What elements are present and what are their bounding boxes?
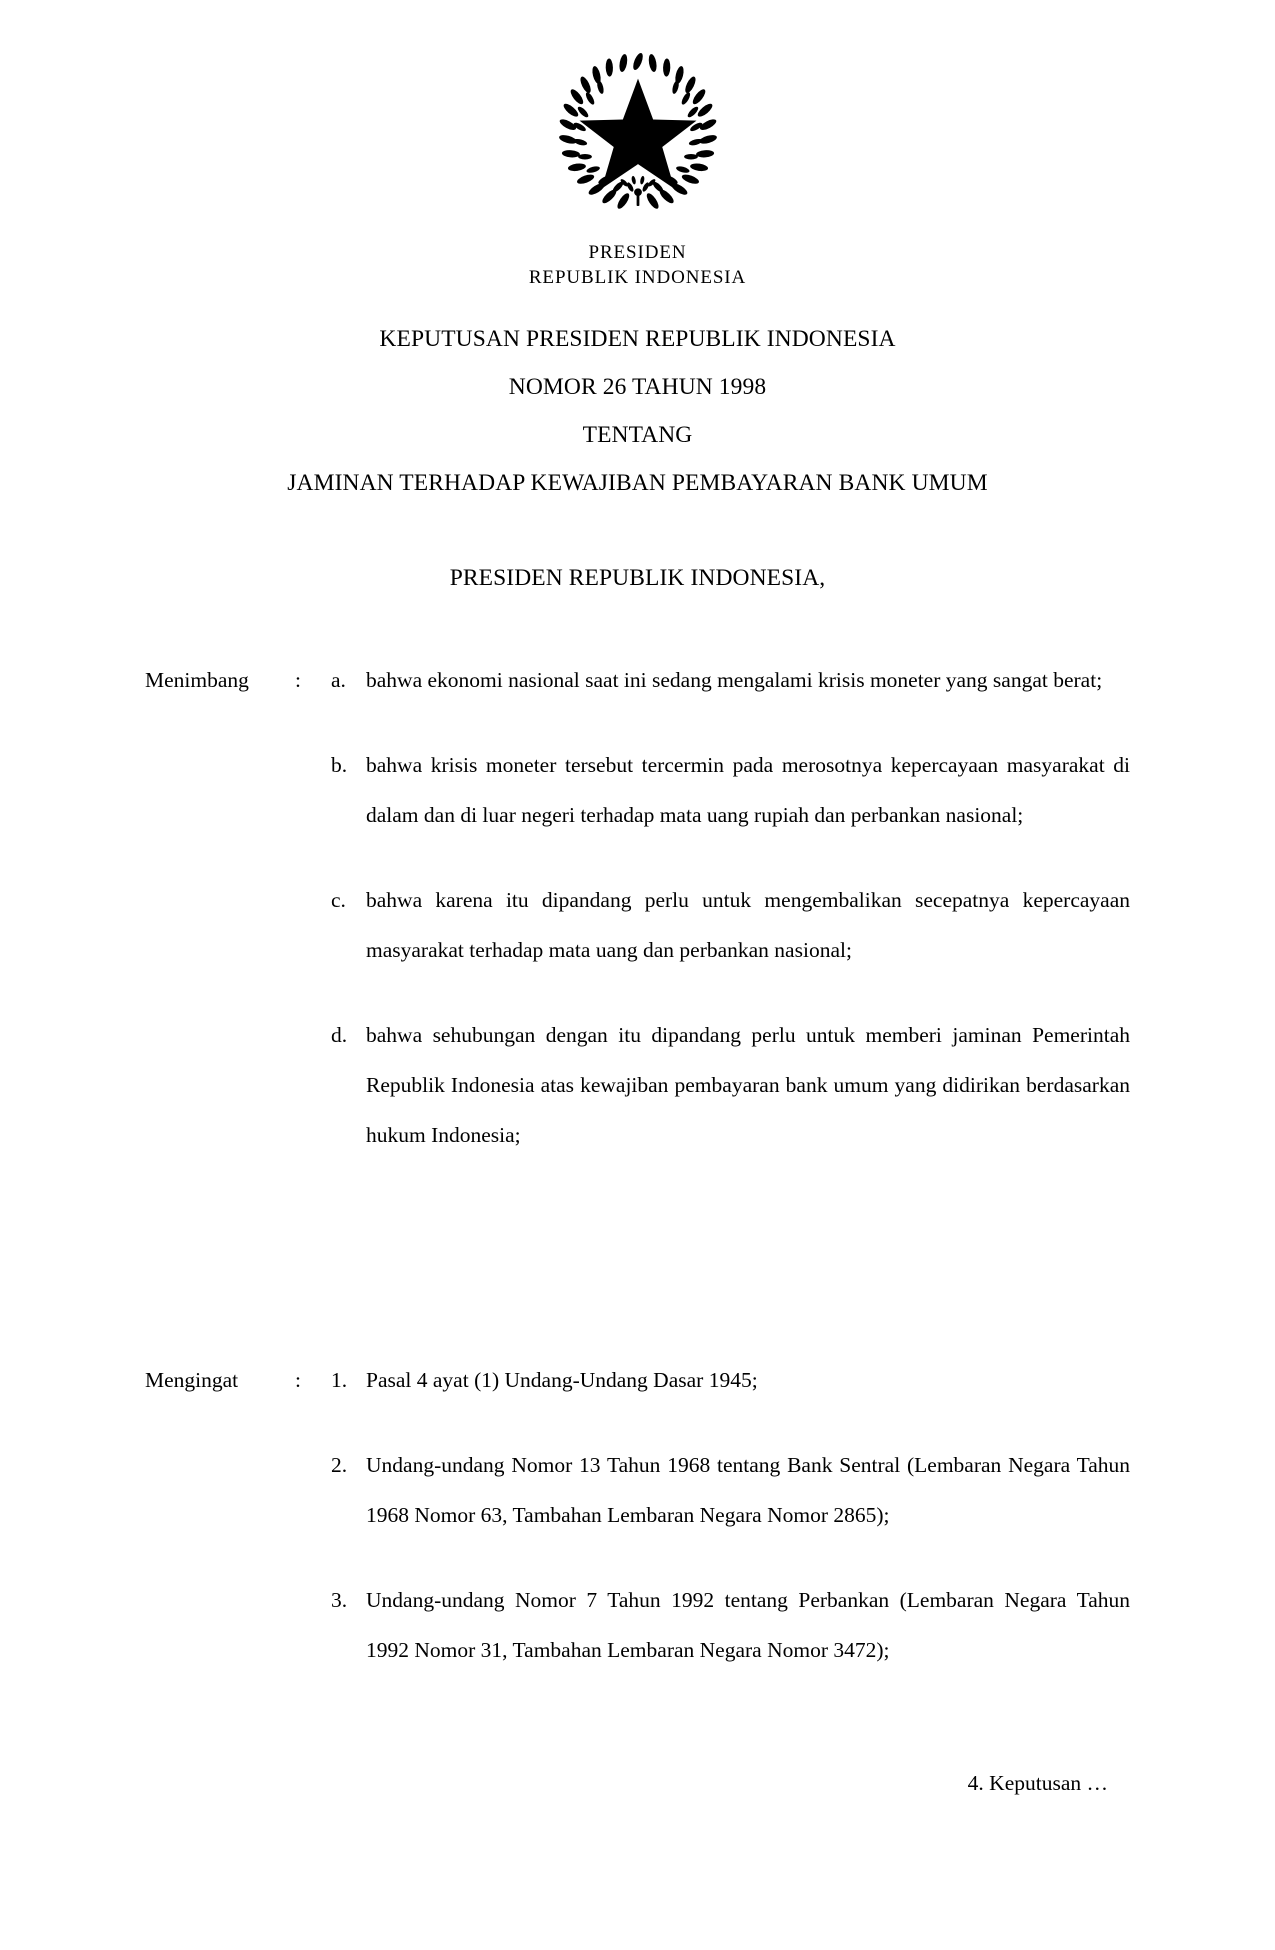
item-text: bahwa krisis moneter tersebut tercermin pada merosotnya kepercayaan masyarakat di dalam dan di luar negeri terhadap mata uang rupiah dan perbankan nasional;: [366, 753, 1130, 827]
mengingat-row: [145, 1355, 1130, 1675]
section-menimbang: [145, 655, 1130, 1160]
item-text: Pasal 4 ayat (1) Undang-Undang Dasar 1945;: [366, 1368, 758, 1392]
title-line-subject: JAMINAN TERHADAP KEWAJIBAN PEMBAYARAN BANK UMUM: [287, 470, 988, 496]
item-marker: a.: [331, 668, 346, 692]
item-text: bahwa sehubungan dengan itu dipandang perlu untuk memberi jaminan Pemerintah Republik Indonesia atas kewajiban pembayaran bank umum yang didirikan berdasarkan hukum Indonesia;: [366, 1023, 1130, 1147]
garuda-star-wreath-emblem: [552, 46, 724, 218]
menimbang-label: Menimbang: [145, 668, 249, 692]
list-item: [331, 1575, 1130, 1675]
title-line-nomor: NOMOR 26 TAHUN 1998: [508, 374, 767, 400]
list-item: [331, 1010, 1130, 1160]
menimbang-colon: :: [295, 668, 301, 692]
item-text: Undang-undang Nomor 13 Tahun 1968 tentang Bank Sentral (Lembaran Negara Tahun 1968 Nomor 63, Tambahan Lembaran Negara Nomor 2865);: [366, 1453, 1130, 1527]
letterhead: [0, 240, 1275, 290]
emblem-container: [0, 46, 1275, 223]
letterhead-line-presiden: PRESIDEN: [588, 242, 687, 263]
item-marker: d.: [331, 1023, 348, 1047]
mengingat-colon: :: [295, 1368, 301, 1392]
item-text: bahwa karena itu dipandang perlu untuk mengembalikan secepatnya kepercayaan masyarakat terhadap mata uang dan perbankan nasional;: [366, 888, 1130, 962]
list-item: [331, 655, 1130, 705]
title-line-tentang: TENTANG: [582, 422, 693, 448]
item-marker: c.: [331, 888, 346, 912]
menimbang-items: [331, 655, 1130, 1160]
page-catchword: 4. Keputusan …: [967, 1771, 1108, 1795]
item-text: Undang-undang Nomor 7 Tahun 1992 tentang Perbankan (Lembaran Negara Tahun 1992 Nomor 31, Tambahan Lembaran Negara Nomor 3472);: [366, 1588, 1130, 1662]
item-marker: 3.: [331, 1588, 348, 1612]
list-item: [331, 740, 1130, 840]
section-mengingat: [145, 1355, 1130, 1675]
list-item: [331, 1440, 1130, 1540]
enacting-clause: PRESIDEN REPUBLIK INDONESIA,: [449, 565, 826, 591]
list-item: [331, 1355, 1130, 1405]
letterhead-line-republik-indonesia: REPUBLIK INDONESIA: [528, 267, 747, 288]
item-marker: 1.: [331, 1368, 348, 1392]
menimbang-row: [145, 655, 1130, 1160]
mengingat-label: Mengingat: [145, 1368, 239, 1392]
item-marker: b.: [331, 753, 348, 777]
document-title-block: [0, 320, 1275, 502]
item-text: bahwa ekonomi nasional saat ini sedang mengalami krisis moneter yang sangat berat;: [366, 668, 1103, 692]
list-item: [331, 875, 1130, 975]
title-line-keputusan-presiden: KEPUTUSAN PRESIDEN REPUBLIK INDONESIA: [379, 326, 896, 352]
mengingat-items: [331, 1355, 1130, 1675]
item-marker: 2.: [331, 1453, 348, 1477]
